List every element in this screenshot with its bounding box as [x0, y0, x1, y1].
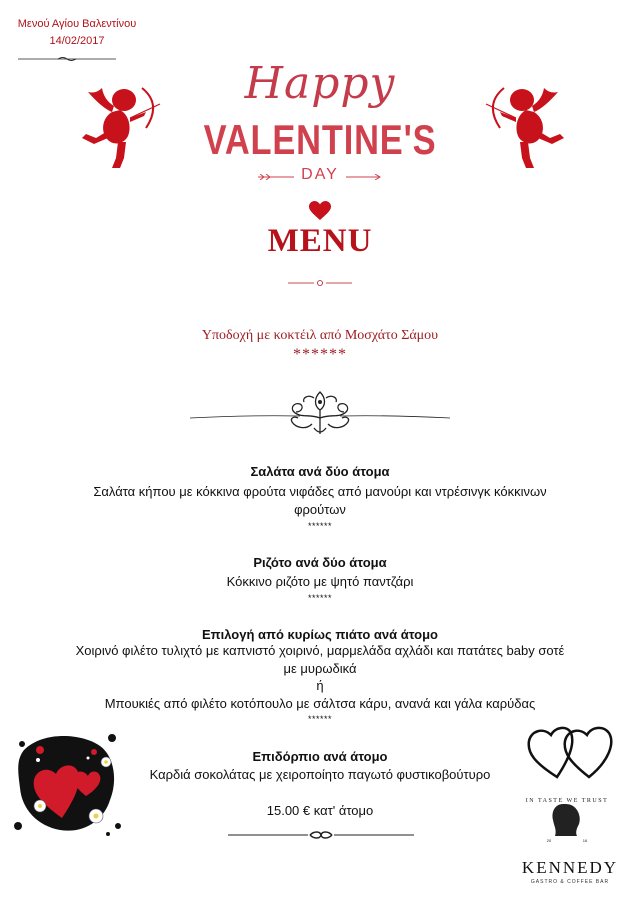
- course-or: ή: [316, 678, 324, 693]
- logo-slogan: IN TASTE WE TRUST: [525, 798, 609, 804]
- course-stars: ******: [307, 714, 332, 724]
- title-menu: MENU: [267, 223, 373, 259]
- menu-header-label: Μενού Αγίου Βαλεντίνου: [17, 18, 137, 30]
- course-description: με μυρωδικά: [283, 661, 357, 676]
- course-title: Ριζότο ανά δύο άτομα: [253, 555, 387, 570]
- menu-rule-ornament: [288, 279, 352, 287]
- course-title: Επιλογή από κυρίως πιάτο ανά άτομο: [202, 627, 438, 642]
- logo-year-left: 20: [546, 838, 552, 843]
- course-description: Μπουκιές από φιλέτο κοτόπουλο με σάλτσα κάρυ, ανανά και γάλα καρύδας: [104, 696, 536, 711]
- title-valentines: VALENTINE'S: [203, 116, 437, 163]
- silhouette-seal-icon: [519, 790, 615, 848]
- logo-brand-name: KENNEDY: [521, 858, 619, 877]
- hearts-splash-art: [14, 730, 124, 840]
- price: 15.00 € κατ' άτομο: [266, 803, 374, 818]
- course-stars: ******: [307, 593, 332, 603]
- course-title: Επιδόρπιο ανά άτομο: [252, 749, 388, 764]
- menu-header-date: 14/02/2017: [49, 35, 105, 47]
- course-title: Σαλάτα ανά δύο άτομα: [250, 464, 390, 479]
- reception-stars: ******: [293, 346, 347, 363]
- heart-icon: [309, 201, 331, 221]
- reception-text: Υποδοχή με κοκτέιλ από Μοσχάτο Σάμου: [201, 328, 439, 343]
- course-stars: ******: [307, 521, 332, 531]
- logo-year-right: 16: [582, 838, 588, 843]
- course-description: Κόκκινο ριζότο με ψητό παντζάρι: [226, 574, 414, 589]
- menu-header: [12, 16, 142, 50]
- course-description: Σαλάτα κήπου με κόκκινα φρούτα νιφάδες από μανούρι και ντρέσινγκ κόκκινων: [93, 484, 547, 499]
- ornament-divider-icon: [190, 388, 450, 438]
- title-day: DAY: [301, 166, 339, 183]
- bottom-rule-ornament: [228, 830, 414, 840]
- course-description: Καρδιά σοκολάτας με χειροποίητο παγωτό φυστικοβούτυρο: [149, 767, 491, 782]
- title-happy: Happy: [244, 58, 396, 109]
- hearts-logo-icon: [523, 723, 623, 783]
- logo-brand-subtitle: GASTRO & COFFEE BAR: [530, 879, 610, 885]
- course-description: φρούτων: [294, 502, 346, 517]
- course-description: Χοιρινό φιλέτο τυλιχτό με καπνιστό χοιρινό, μαρμελάδα αχλάδι και πατάτες baby σοτέ: [75, 643, 565, 658]
